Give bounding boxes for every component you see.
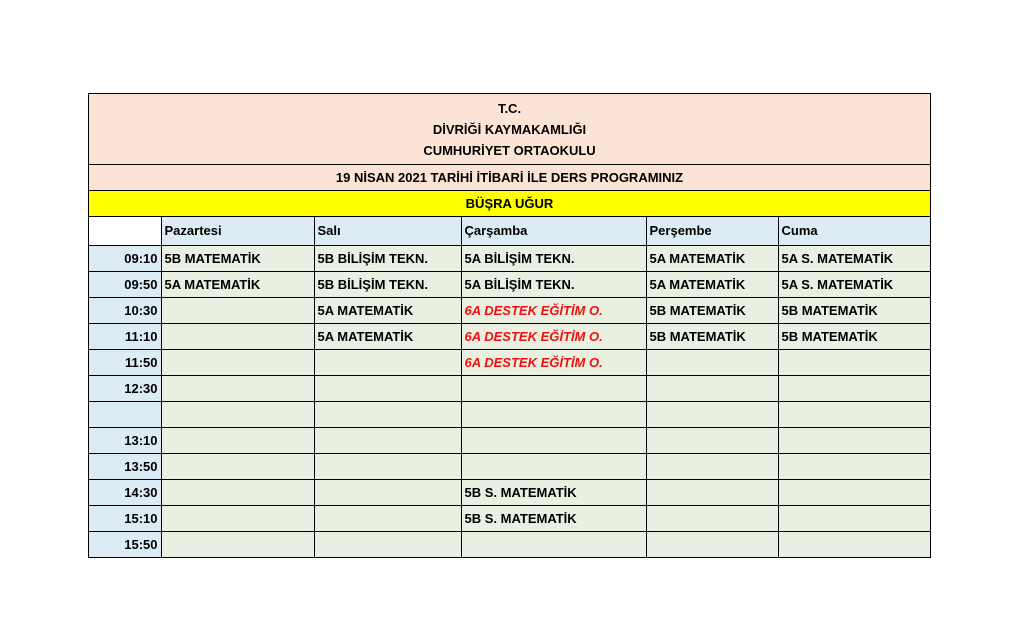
lesson-cell: 5B MATEMATİK [778, 297, 930, 323]
lesson-cell: 5A S. MATEMATİK [778, 271, 930, 297]
table-row [89, 323, 930, 349]
lesson-cell [778, 531, 930, 557]
lesson-cell: 5A MATEMATİK [314, 323, 461, 349]
time-slot: 10:30 [89, 297, 161, 323]
lesson-cell: 5B S. MATEMATİK [461, 479, 646, 505]
table-row [89, 531, 930, 557]
table-row [89, 401, 930, 427]
lesson-cell [161, 427, 314, 453]
day-header-friday: Cuma [778, 217, 930, 245]
day-header-wednesday: Çarşamba [461, 217, 646, 245]
lesson-cell: 5A BİLİŞİM TEKN. [461, 245, 646, 271]
table-row [89, 245, 930, 271]
lesson-cell [161, 349, 314, 375]
time-slot: 09:10 [89, 245, 161, 271]
lesson-cell [161, 453, 314, 479]
lesson-cell: 5B S. MATEMATİK [461, 505, 646, 531]
table-row [89, 453, 930, 479]
lesson-cell [314, 505, 461, 531]
header-line-tc: T.C. [497, 101, 522, 116]
table-row [89, 297, 930, 323]
lesson-cell [314, 401, 461, 427]
day-header-tuesday: Salı [314, 217, 461, 245]
time-slot: 11:50 [89, 349, 161, 375]
lesson-cell [161, 479, 314, 505]
table-row [89, 505, 930, 531]
lesson-cell: 5A BİLİŞİM TEKN. [461, 271, 646, 297]
schedule-sheet [88, 93, 931, 558]
table-row [89, 427, 930, 453]
time-slot: 15:10 [89, 505, 161, 531]
day-header-row [89, 217, 930, 245]
lesson-cell: 5B MATEMATİK [161, 245, 314, 271]
lesson-cell [161, 401, 314, 427]
lesson-cell [646, 479, 778, 505]
lesson-cell [778, 505, 930, 531]
time-slot: 14:30 [89, 479, 161, 505]
lesson-cell: 5A S. MATEMATİK [778, 245, 930, 271]
time-slot: 09:50 [89, 271, 161, 297]
lesson-cell [314, 531, 461, 557]
lesson-cell [778, 479, 930, 505]
lesson-cell [314, 479, 461, 505]
lesson-cell: 6A DESTEK EĞİTİM O. [461, 297, 646, 323]
time-slot: 13:10 [89, 427, 161, 453]
day-header-monday: Pazartesi [161, 217, 314, 245]
lesson-cell: 5B MATEMATİK [646, 297, 778, 323]
lesson-cell [646, 453, 778, 479]
table-row [89, 375, 930, 401]
timetable [89, 217, 930, 557]
lesson-cell [646, 505, 778, 531]
lesson-cell: 5A MATEMATİK [646, 245, 778, 271]
lesson-cell [778, 453, 930, 479]
table-row [89, 479, 930, 505]
lesson-cell [461, 453, 646, 479]
lesson-cell [646, 427, 778, 453]
corner-cell [89, 217, 161, 245]
lesson-cell [314, 349, 461, 375]
lesson-cell: 6A DESTEK EĞİTİM O. [461, 349, 646, 375]
lesson-cell [461, 531, 646, 557]
lesson-cell: 5A MATEMATİK [314, 297, 461, 323]
time-slot: 11:10 [89, 323, 161, 349]
lesson-cell [778, 401, 930, 427]
lesson-cell [161, 323, 314, 349]
teacher-name: BÜŞRA UĞUR [89, 191, 930, 217]
lesson-cell: 5A MATEMATİK [161, 271, 314, 297]
day-header-thursday: Perşembe [646, 217, 778, 245]
lesson-cell [314, 427, 461, 453]
lesson-cell [161, 375, 314, 401]
school-header [89, 94, 930, 165]
lesson-cell [161, 505, 314, 531]
lesson-cell [646, 375, 778, 401]
lesson-cell [778, 349, 930, 375]
header-line-school: CUMHURİYET ORTAOKULU [423, 143, 596, 158]
lesson-cell: 5B MATEMATİK [778, 323, 930, 349]
lesson-cell [646, 401, 778, 427]
lesson-cell [461, 375, 646, 401]
lesson-cell [461, 401, 646, 427]
time-slot: 15:50 [89, 531, 161, 557]
lesson-cell [778, 375, 930, 401]
lesson-cell: 5B BİLİŞİM TEKN. [314, 245, 461, 271]
lesson-cell [161, 531, 314, 557]
time-slot [89, 401, 161, 427]
time-slot: 13:50 [89, 453, 161, 479]
lesson-cell [778, 427, 930, 453]
lesson-cell [646, 531, 778, 557]
lesson-cell: 5B MATEMATİK [646, 323, 778, 349]
lesson-cell: 5A MATEMATİK [646, 271, 778, 297]
time-slot: 12:30 [89, 375, 161, 401]
lesson-cell: 5B BİLİŞİM TEKN. [314, 271, 461, 297]
lesson-cell [461, 427, 646, 453]
lesson-cell [646, 349, 778, 375]
lesson-cell: 6A DESTEK EĞİTİM O. [461, 323, 646, 349]
table-row [89, 271, 930, 297]
header-line-district: DİVRİĞİ KAYMAKAMLIĞI [432, 122, 587, 137]
lesson-cell [161, 297, 314, 323]
schedule-date-title: 19 NİSAN 2021 TARİHİ İTİBARİ İLE DERS PROGRAMINIZ [89, 165, 930, 191]
lesson-cell [314, 375, 461, 401]
table-row [89, 349, 930, 375]
lesson-cell [314, 453, 461, 479]
